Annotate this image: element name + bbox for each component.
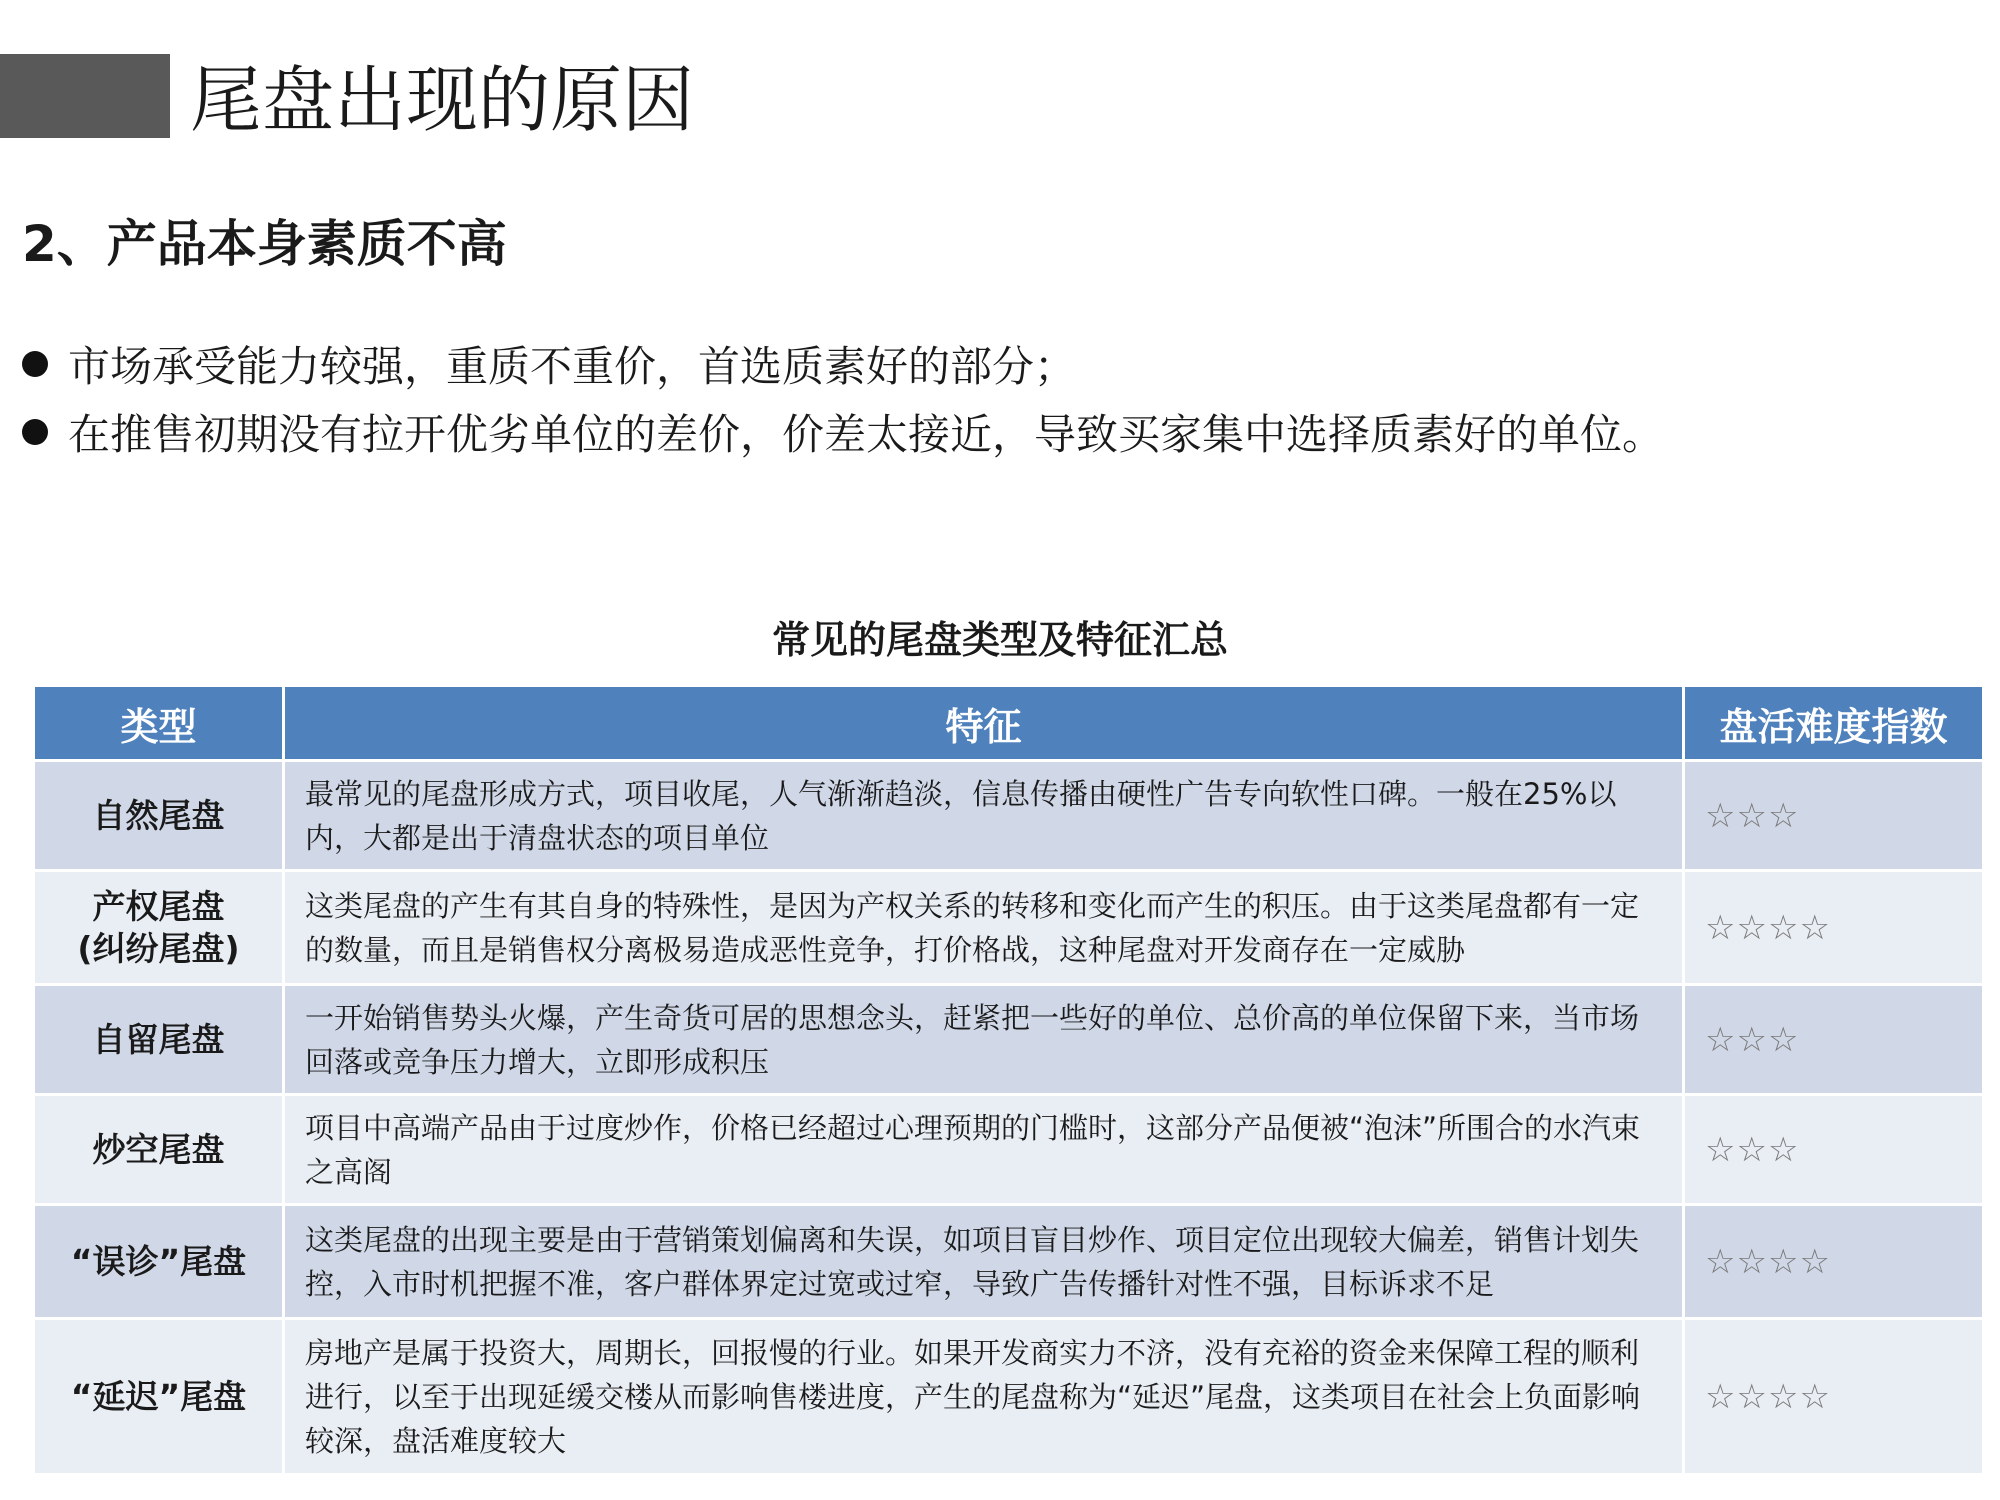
bullet-text: 在推售初期没有拉开优劣单位的差价，价差太接近，导致买家集中选择质素好的单位。 bbox=[68, 410, 1665, 459]
rating-stars: ☆☆☆ bbox=[1684, 985, 1984, 1095]
bullet-dot-icon bbox=[22, 351, 48, 377]
table-row bbox=[34, 1205, 1984, 1319]
header-feature: 特征 bbox=[284, 686, 1684, 761]
type-cell: “误诊”尾盘 bbox=[34, 1205, 284, 1319]
feature-cell: 这类尾盘的出现主要是由于营销策划偏离和失误，如项目盲目炒作、项目定位出现较大偏差，销售计划失控，入市时机把握不准，客户群体界定过宽或过窄，导致广告传播针对性不强，目标诉求不足 bbox=[284, 1205, 1684, 1319]
feature-cell: 房地产是属于投资大，周期长，回报慢的行业。如果开发商实力不济，没有充裕的资金来保障工程的顺利进行，以至于出现延缓交楼从而影响售楼进度，产生的尾盘称为“延迟”尾盘，这类项目在社会上负面影响较深，盘活难度较大 bbox=[284, 1319, 1684, 1475]
rating-stars: ☆☆☆ bbox=[1684, 1095, 1984, 1205]
rating-stars: ☆☆☆ bbox=[1684, 761, 1984, 871]
page-title: 尾盘出现的原因 bbox=[190, 58, 695, 142]
bullet-text: 市场承受能力较强，重质不重价，首选质素好的部分； bbox=[68, 342, 1077, 391]
bullet-item bbox=[22, 398, 1664, 466]
type-cell bbox=[34, 871, 284, 985]
bullet-list bbox=[22, 330, 1664, 466]
type-cell: “延迟”尾盘 bbox=[34, 1319, 284, 1475]
header-type: 类型 bbox=[34, 686, 284, 761]
table-row bbox=[34, 1319, 1984, 1475]
summary-table bbox=[32, 684, 1985, 1476]
feature-cell: 最常见的尾盘形成方式，项目收尾，人气渐渐趋淡，信息传播由硬性广告专向软性口碑。一般在25%以内，大都是出于清盘状态的项目单位 bbox=[284, 761, 1684, 871]
bullet-dot-icon bbox=[22, 419, 48, 445]
table-row bbox=[34, 985, 1984, 1095]
header-rating: 盘活难度指数 bbox=[1684, 686, 1984, 761]
type-cell: 炒空尾盘 bbox=[34, 1095, 284, 1205]
rating-stars: ☆☆☆☆ bbox=[1684, 1205, 1984, 1319]
type-cell-text: 产权尾盘 (纠纷尾盘) bbox=[77, 886, 240, 968]
table-header-row bbox=[34, 686, 1984, 761]
type-cell: 自然尾盘 bbox=[34, 761, 284, 871]
feature-cell: 项目中高端产品由于过度炒作，价格已经超过心理预期的门槛时，这部分产品便被“泡沫”所围合的水汽束之高阁 bbox=[284, 1095, 1684, 1205]
feature-cell: 一开始销售势头火爆，产生奇货可居的思想念头，赶紧把一些好的单位、总价高的单位保留下来，当市场回落或竞争压力增大，立即形成积压 bbox=[284, 985, 1684, 1095]
rating-stars: ☆☆☆☆ bbox=[1684, 1319, 1984, 1475]
table-row bbox=[34, 871, 1984, 985]
table-row bbox=[34, 1095, 1984, 1205]
bullet-item bbox=[22, 330, 1664, 398]
table-row bbox=[34, 761, 1984, 871]
table-caption: 常见的尾盘类型及特征汇总 bbox=[771, 618, 1228, 662]
section-heading: 2、产品本身素质不高 bbox=[22, 215, 507, 273]
feature-cell: 这类尾盘的产生有其自身的特殊性，是因为产权关系的转移和变化而产生的积压。由于这类尾盘都有一定的数量，而且是销售权分离极易造成恶性竞争，打价格战，这种尾盘对开发商存在一定威胁 bbox=[284, 871, 1684, 985]
title-accent-block bbox=[0, 54, 170, 138]
rating-stars: ☆☆☆☆ bbox=[1684, 871, 1984, 985]
type-cell: 自留尾盘 bbox=[34, 985, 284, 1095]
